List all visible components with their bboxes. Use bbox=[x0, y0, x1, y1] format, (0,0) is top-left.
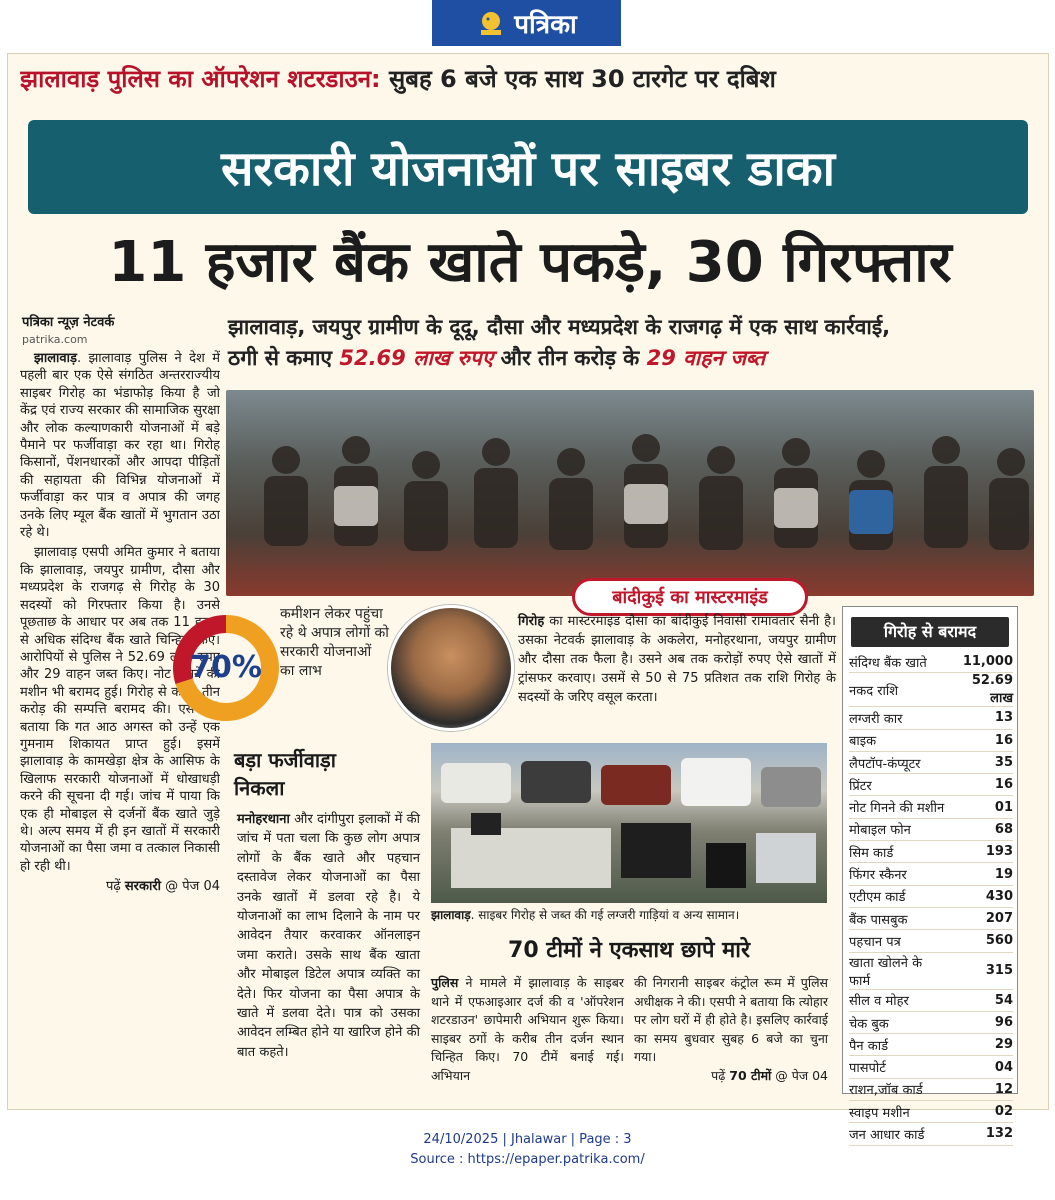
fraud-text-bold: मनोहरथाना bbox=[237, 812, 290, 827]
seized-item-value: 16 bbox=[945, 774, 1013, 796]
kicker-line bbox=[20, 62, 1040, 104]
seized-item-label: लग्जरी कार bbox=[849, 707, 945, 729]
page-footer bbox=[0, 1130, 1055, 1180]
teams-ref-page: @ पेज 04 bbox=[775, 1067, 828, 1083]
seized-row bbox=[849, 1078, 1013, 1100]
seized-item-label: प्रिंटर bbox=[849, 774, 945, 796]
banner-headline: सरकारी योजनाओं पर साइबर डाका bbox=[28, 120, 1028, 214]
byline-website: patrika.com bbox=[22, 333, 88, 346]
seized-item-value: 132 bbox=[945, 1123, 1013, 1145]
seized-item-label: नकद राशि bbox=[849, 673, 945, 707]
seized-row bbox=[849, 818, 1013, 840]
seized-item-value: 54 bbox=[945, 989, 1013, 1011]
seized-item-label: मोबाइल फोन bbox=[849, 818, 945, 840]
teams-subhead: 70 टीमों ने एकसाथ छापे मारे bbox=[508, 938, 750, 963]
seized-item-label: संदिग्ध बैंक खाते bbox=[849, 651, 945, 673]
caption-place: झालावाड़ bbox=[431, 908, 471, 922]
seized-items-shapes bbox=[431, 743, 827, 903]
seized-item-label: पासपोर्ट bbox=[849, 1056, 945, 1078]
seized-item-label: खाता खोलने के फार्म bbox=[849, 952, 945, 989]
seized-item-value: 430 bbox=[945, 885, 1013, 907]
seized-items-table bbox=[849, 651, 1013, 1146]
seized-items-box bbox=[842, 606, 1018, 1143]
fraud-title-line1: बड़ा फर्जीवाड़ा bbox=[234, 748, 336, 772]
seized-item-label: फिंगर स्कैनर bbox=[849, 863, 945, 885]
seized-row bbox=[849, 841, 1013, 863]
arrested-group-photo bbox=[226, 390, 1034, 596]
left-paragraph-1 bbox=[20, 350, 220, 541]
seized-item-value: 01 bbox=[945, 796, 1013, 818]
teams-col1-bold: पुलिस bbox=[431, 975, 459, 990]
seized-photo-caption bbox=[431, 906, 827, 926]
seized-item-value: 12 bbox=[945, 1078, 1013, 1100]
masthead-name: पत्रिका bbox=[514, 10, 577, 40]
subdeck-line1: झालावाड़, जयपुर ग्रामीण के दूदू, दौसा और मध्यप्रदेश के राजगढ़ में एक साथ कार्रवाई, bbox=[228, 315, 891, 339]
seized-row bbox=[849, 729, 1013, 751]
left-continuation-ref[interactable] bbox=[20, 878, 220, 895]
mastermind-text bbox=[518, 612, 836, 730]
seized-item-label: बैंक पासबुक bbox=[849, 907, 945, 929]
seized-item-label: लैपटॉप-कंप्यूटर bbox=[849, 751, 945, 773]
seized-item-value: 29 bbox=[945, 1034, 1013, 1056]
seized-row bbox=[849, 907, 1013, 929]
footer-source-line[interactable]: Source : https://epaper.patrika.com/ bbox=[410, 1152, 645, 1167]
subdeck-vehicles: 29 वाहन जब्त bbox=[646, 346, 766, 370]
seized-item-label: स्वाइप मशीन bbox=[849, 1101, 945, 1123]
mastermind-text-body: का मास्टरमाइंड दौसा का बांदीकुई निवासी रामावतार सैनी है। उसका नेटवर्क झालावाड़ के अकलेरा, मनोहरथाना, जयपुर ग्रामीण और दौसा तक फैला है। उसने अब तक करोड़ों रुपए ऐसे खातों में ट्रांसफर करवाए। उसमें से 50 से 75 प्रतिशत तक राशि गिरोह के सदस्यों के जरिए वसूल करता। bbox=[518, 614, 836, 705]
seized-item-value: 13 bbox=[945, 707, 1013, 729]
sub-deck bbox=[228, 312, 1043, 382]
teams-ref-prefix: पढ़ें bbox=[711, 1067, 726, 1083]
byline bbox=[22, 314, 222, 350]
seized-row bbox=[849, 863, 1013, 885]
dateline-place: झालावाड़ bbox=[34, 351, 77, 366]
mastermind-label: बांदीकुई का मास्टरमाइंड bbox=[572, 578, 808, 616]
subdeck-line2-a: ठगी से कमाए bbox=[228, 346, 333, 370]
seized-box-title: गिरोह से बरामद bbox=[851, 617, 1009, 647]
teams-col1 bbox=[431, 974, 624, 1094]
masthead-logo bbox=[432, 0, 621, 46]
seized-item-value: 35 bbox=[945, 751, 1013, 773]
seized-row bbox=[849, 774, 1013, 796]
seized-item-value: 04 bbox=[945, 1056, 1013, 1078]
main-headline: 11 हजार बैंक खाते पकड़े, 30 गिरफ्तार bbox=[108, 230, 952, 295]
left-p1-text: . झालावाड़ पुलिस ने देश में पहली बार एक ऐसे संगठित अन्तरराज्यीय साइबर गिरोह का भंडाफोड़ किया है जो केंद्र एवं राज्य सरकार की सामाजिक सुरक्षा और लोक कल्याणकारी योजनाओं में बड़े पैमाने पर फर्जीवाड़ा कर रहा था। गिरोह किसानों, पेंशनधारकों और आपदा पीड़ितों की सहायता की विभिन्न योजनाओं में फर्जीवाड़ा कर पात्र व अपात्र की जगह उनके लिए म्यूल बैंक खातों में भुगतान उठा रहे थे। bbox=[20, 351, 220, 541]
kicker-rest: सुबह 6 बजे एक साथ 30 टारगेट पर दबिश bbox=[389, 65, 776, 93]
seized-item-label: राशन,जॉब कार्ड bbox=[849, 1078, 945, 1100]
seized-item-value: 11,000 bbox=[945, 651, 1013, 673]
seized-item-value: 207 bbox=[945, 907, 1013, 929]
seized-item-label: पैन कार्ड bbox=[849, 1034, 945, 1056]
teams-col1-body: ने मामले में झालावाड़ के साइबर थाने में एफआइआर दर्ज की व 'ऑपरेशन शटरडाउन' छापेमारी अभियान शुरू किया। साइबर ठगों के करीब तीन दर्जन स्थान चिन्हित किए। 70 टीमें बनाई गई। अभियान bbox=[431, 975, 624, 1083]
seized-item-value: 52.69 लाख bbox=[945, 673, 1013, 707]
seized-item-label: एटीएम कार्ड bbox=[849, 885, 945, 907]
fraud-text-body: और दांगीपुरा इलाकों में की जांच में पता चला कि कुछ लोग अपात्र लोगों के बैंक खाते और पहचान दस्तावेज लेकर योजनाओं का पैसा उनके खातों में डलवा रहे है। ये योजनाओं का लाभ दिलाने के नाम पर आवेदन तैयार करवाकर ऑनलाइन जमा कराते। उसके साथ बैंक खाता और मोबाइल डिटेल अपात्र व्यक्ति का देते। फिर योजना का पैसा अपात्र के खाते में डलवा देते। पात्र को उसका आवेदन लम्बित होने या खारिज होने की बात कहते। bbox=[237, 812, 420, 1060]
seized-item-label: जन आधार कार्ड bbox=[849, 1123, 945, 1145]
teams-continuation-ref[interactable] bbox=[634, 1067, 828, 1086]
byline-agency: पत्रिका न्यूज़ नेटवर्क bbox=[22, 315, 115, 330]
seized-item-label: चेक बुक bbox=[849, 1011, 945, 1033]
seized-row bbox=[849, 1101, 1013, 1123]
seized-row bbox=[849, 651, 1013, 673]
commission-caption: कमीशन लेकर पहुंचा रहे थे अपात्र लोगों को सरकारी योजनाओं का लाभ bbox=[280, 606, 389, 679]
seized-row bbox=[849, 885, 1013, 907]
seized-row bbox=[849, 1056, 1013, 1078]
fraud-box-title bbox=[234, 746, 424, 806]
kicker-red: झालावाड़ पुलिस का ऑपरेशन शटरडाउन: bbox=[20, 65, 381, 93]
seized-item-label: सिम कार्ड bbox=[849, 841, 945, 863]
caption-text: . साइबर गिरोह से जब्त की गई लग्जरी गाड़ियां व अन्य सामान। bbox=[470, 908, 740, 922]
seized-item-value: 02 bbox=[945, 1101, 1013, 1123]
group-silhouettes bbox=[226, 390, 1034, 596]
mastermind-portrait bbox=[388, 605, 514, 731]
lion-emblem-icon bbox=[476, 8, 506, 38]
seized-item-label: सील व मोहर bbox=[849, 989, 945, 1011]
seized-item-value: 560 bbox=[945, 930, 1013, 952]
subdeck-line2 bbox=[228, 343, 1043, 374]
fraud-box-text bbox=[237, 810, 420, 1085]
footer-date-line: 24/10/2025 | Jhalawar | Page : 3 bbox=[423, 1132, 632, 1147]
fraud-title-line2: निकला bbox=[234, 776, 285, 800]
mastermind-text-bold: गिरोह bbox=[518, 614, 545, 629]
subdeck-amount: 52.69 लाख रुपए bbox=[339, 346, 494, 370]
teams-ref-word: 70 टीमों bbox=[729, 1067, 772, 1083]
seized-items-photo bbox=[431, 743, 827, 903]
seized-item-value: 16 bbox=[945, 729, 1013, 751]
seized-item-value: 96 bbox=[945, 1011, 1013, 1033]
seized-item-label: बाइक bbox=[849, 729, 945, 751]
seized-item-value: 19 bbox=[945, 863, 1013, 885]
ref-page: @ पेज 04 bbox=[165, 879, 220, 895]
seized-item-value: 315 bbox=[945, 952, 1013, 989]
ref-word: सरकारी bbox=[124, 879, 162, 895]
left-paragraph-2: झालावाड़ एसपी अमित कुमार ने बताया कि झालावाड़, जयपुर ग्रामीण, दौसा और मध्यप्रदेश के राजगढ़ से गिरोह के 30 सदस्यों को गिरफ्तार किया है। उनसे पूछताछ के आधार पर अब तक 11 हजार से अधिक संदिग्ध बैंक खाते चिन्हित किए। आरोपियों से पुलिस ने 52.69 लाख रुपए और 29 वाहन जब्त किए। नोट गिनने की मशीन भी बरामद हुई। गिरोह से करीब तीन करोड़ की सम्पत्ति बरामद की। एसपी ने बताया कि गत आठ अगस्त को उन्हें एक गुमनाम शिकायत प्राप्त हुई। इसमें झालावाड़ के कामखेड़ा क्षेत्र के आसिफ के खिलाफ सरकारी योजनाओं में धोखाधड़ी करने की सूचना दी गई। जांच में पाया कि एक ही मोबाइल से दर्जनों बैंक खाते जुड़े थे। अल्प समय में ही इन खातों में सरकारी योजनाओं का पैसा जमा व तत्काल निकासी हो रही थी। bbox=[20, 545, 220, 874]
seized-item-label: नोट गिनने की मशीन bbox=[849, 796, 945, 818]
teams-col2 bbox=[634, 974, 828, 1094]
seized-row bbox=[849, 952, 1013, 989]
seized-row bbox=[849, 707, 1013, 729]
teams-col2-body: की निगरानी साइबर कंट्रोल रूम में पुलिस अधीक्षक ने की। एसपी ने बताया कि त्योहार पर लोग घरों में ही होते है। इसलिए कार्रवाई का समय बुधवार सुबह 6 बजे का चुना गया। bbox=[634, 975, 828, 1064]
commission-percent: 70% bbox=[190, 650, 262, 685]
seized-row bbox=[849, 930, 1013, 952]
seized-item-value: 193 bbox=[945, 841, 1013, 863]
seized-row bbox=[849, 1034, 1013, 1056]
seized-item-label: पहचान पत्र bbox=[849, 930, 945, 952]
seized-item-value: 68 bbox=[945, 818, 1013, 840]
seized-row bbox=[849, 796, 1013, 818]
seized-row bbox=[849, 673, 1013, 707]
seized-row bbox=[849, 1011, 1013, 1033]
seized-row bbox=[849, 751, 1013, 773]
subdeck-line2-b: और तीन करोड़ के bbox=[500, 346, 640, 370]
seized-row bbox=[849, 989, 1013, 1011]
ref-prefix: पढ़ें bbox=[106, 879, 121, 895]
